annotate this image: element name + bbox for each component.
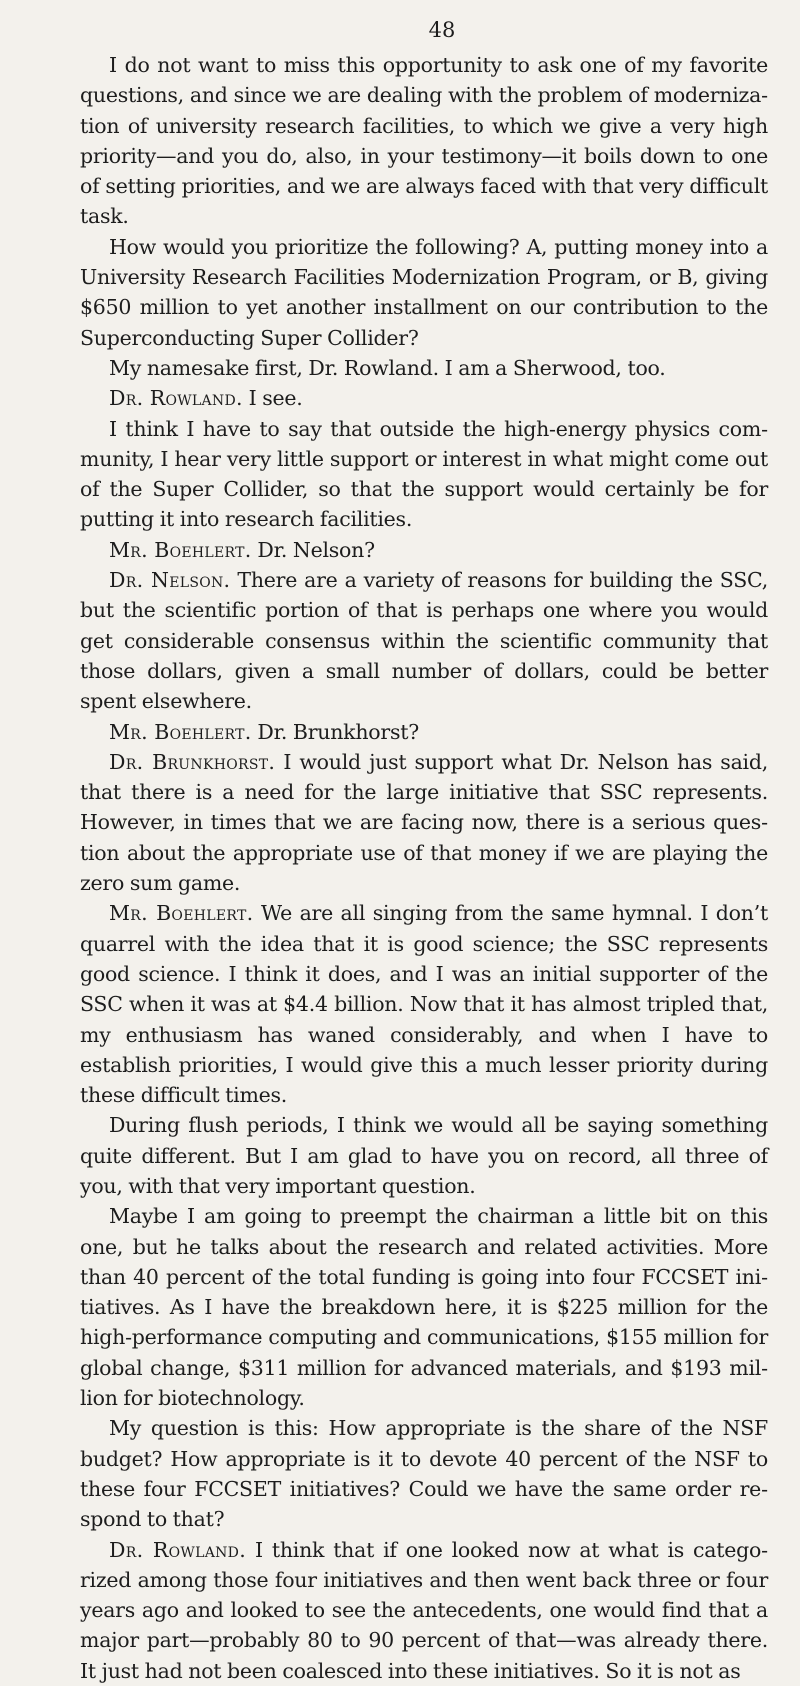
paragraph [80, 717, 768, 747]
paragraph-text: There are a variety of reasons for building the SSC, but the scientific portion of that is perhaps one where you would get considerable consensus within the scientific community that those dollars, given a small number of dollars, could be better spent elsewhere. [80, 568, 768, 714]
paragraph-text: My namesake first, Dr. Rowland. I am a Sherwood, too. [109, 355, 666, 380]
paragraph-text: I think I have to say that outside the high-energy physics community, I hear very little support or interest in what might come out of the Super Collider, so that the support would certainly be for putting it into research facilities. [80, 416, 768, 532]
paragraph-text: Maybe I am going to preempt the chairman a little bit on this one, but he talks about the research and related activities. More than 40 percent of the total funding is going into four FCCSET initiatives. As I have the breakdown here, it is $225 million for the high-performance computing and communications, $155 million for global change, $311 million for advanced materials, and $193 million for biotechnology. [80, 1204, 768, 1411]
paragraph-text: I see. [248, 386, 303, 411]
paragraph [80, 414, 768, 535]
paragraph [80, 232, 768, 353]
paragraph [80, 50, 768, 232]
paragraph [80, 353, 768, 383]
paragraph-text: How would you prioritize the following? A, putting money into a University Research Facilities Modernization Program, or B, giving $650 million to yet another installment on our contribution to the Superconducting Super Collider? [80, 234, 768, 350]
paragraph-text: I would just support what Dr. Nelson has said, that there is a need for the large initiative that SSC represents. However, in times that we are facing now, there is a serious question about the appropriate use of that money if we are playing the zero sum game. [80, 749, 768, 896]
speaker-name: Mr. Boehlert. [109, 537, 252, 562]
paragraph-text: My question is this: How appropriate is the share of the NSF budget? How appropriate is it to devote 40 percent of the NSF to these four FCCSET initiatives? Could we have the same order respond to that? [80, 1416, 768, 1532]
paragraph [80, 383, 768, 413]
speaker-name: Dr. Brunkhorst. [109, 749, 276, 774]
paragraph [80, 1201, 768, 1413]
paragraph [80, 898, 768, 1110]
speaker-name: Mr. Boehlert. [109, 901, 254, 926]
paragraph [80, 565, 768, 716]
paragraph [80, 1110, 768, 1201]
paragraph [80, 535, 768, 565]
paragraph [80, 1413, 768, 1534]
paragraph-text: I think that if one looked now at what is categorized among those four initiatives and then went back three or four years ago and looked to see the antecedents, one would find that a major part—probably 80 to 90 percent of that—was already there. It just had not been coalesced into these initiatives. So it is not as [80, 1537, 768, 1683]
paragraph [80, 747, 768, 898]
paragraph-text: We are all singing from the same hymnal. I don’t quarrel with the idea that it is good science; the SSC represents good science. I think it does, and I was an initial supporter of the SSC when it was at $4.4 billion. Now that it has almost tripled that, my enthusiasm has waned considerably, and when I have to establish priorities, I would give this a much lesser priority during these difficult times. [80, 901, 768, 1108]
paragraph-text: Dr. Nelson? [257, 537, 375, 562]
paragraph-text: I do not want to miss this opportunity to ask one of my favorite questions, and since we are dealing with the problem of modernization of university research facilities, to which we give a very high priority—and you do, also, in your testimony—it boils down to one of setting priorities, and we are always faced with that very difficult task. [80, 53, 768, 229]
speaker-name: Dr. Nelson. [109, 568, 231, 593]
speaker-name: Mr. Boehlert. [109, 719, 252, 744]
transcript-body [80, 50, 768, 1686]
speaker-name: Dr. Rowland. [109, 1537, 247, 1562]
paragraph-text: Dr. Brunkhorst? [257, 719, 419, 744]
paragraph [80, 1535, 768, 1686]
page-number: 48 [428, 18, 456, 42]
paragraph-text: During flush periods, I think we would all be saying something quite different. But I am glad to have you on record, all three of you, with that very important question. [80, 1113, 768, 1198]
speaker-name: Dr. Rowland. [109, 386, 243, 411]
